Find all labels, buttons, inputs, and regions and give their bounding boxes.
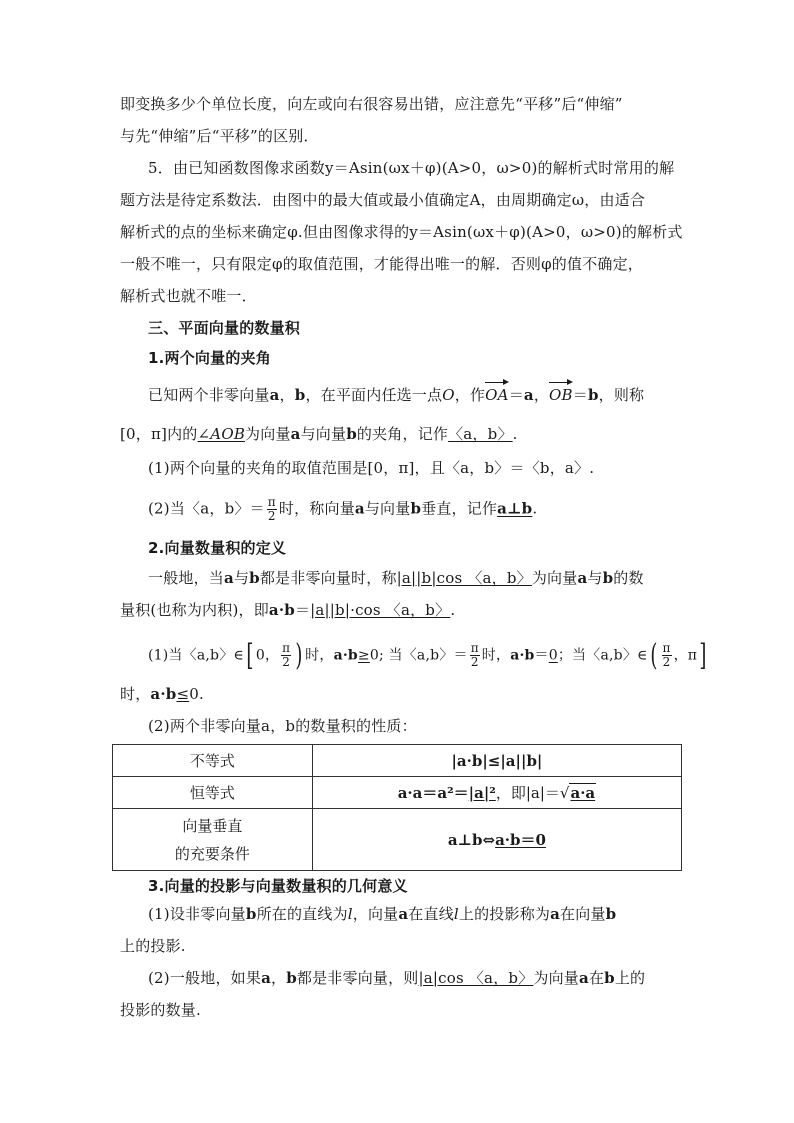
subsection-heading: 3.向量的投影与向量数量积的几何意义 [148,877,408,895]
table-cell: 不等式 [113,745,313,777]
paragraph-line: (2)当〈a，b〉＝ $\frac{\pi}{2}$ 时，称向量a与向量b垂直，记作a⊥b. [148,495,538,523]
paragraph-line: [0，π]内的∠AOB为向量a与向量b的夹角，记作〈a，b〉. [120,425,518,443]
fraction: $\frac{\pi}{2}$ [267,495,276,523]
table-cell: 向量垂直 的充要条件 [113,809,313,871]
paragraph-line: 已知两个非零向量a，b，在平面内任选一点O，作OA＝a，OB＝b，则称 [148,386,645,404]
paragraph-line: 上的投影. [120,937,186,955]
paragraph-line: (1)设非零向量b所在的直线为l，向量a在直线l上的投影称为a在向量b [148,905,617,923]
paragraph-line: (1)两个向量的夹角的取值范围是[0，π]，且〈a，b〉＝〈b，a〉. [148,459,595,477]
paragraph-line: 题方法是待定系数法．由图中的最大值或最小值确定A，由周期确定ω，由适合 [120,191,646,209]
paragraph-line: (2)一般地，如果a，b都是非零向量，则|a|cos 〈a，b〉为向量a在b上的 [148,969,646,987]
paragraph-line: 解析式也就不唯一． [120,287,257,305]
paragraph-line: 5．由已知函数图像求函数y＝Asin(ωx＋φ)(A>0，ω>0)的解析式时常用的解 [148,159,675,177]
properties-table [112,744,682,871]
table-row [113,777,682,809]
table-row [113,809,682,871]
paragraph-line: 一般不唯一，只有限定φ的取值范围，才能得出唯一的解．否则φ的值不确定， [120,255,644,273]
paragraph-line: 一般地，当a与b都是非零向量时，称|a||b|cos 〈a，b〉为向量a与b的数 [148,569,644,587]
paragraph-line: 时，a·b≤0. [120,685,204,703]
paragraph-line: 投影的数量. [120,1001,201,1019]
paragraph-line: 与先“伸缩”后“平移”的区别． [120,127,319,145]
table-cell: |a·b|≤|a||b| [312,745,681,777]
vector-oa: OA [485,386,509,404]
paragraph-line: 即变换多少个单位长度，向左或向右很容易出错，应注意先“平移”后“伸缩” [120,95,623,113]
paragraph-line: 解析式的点的坐标来确定φ.但由图像求得的y＝Asin(ωx＋φ)(A>0，ω>0)的解析式 [120,223,683,241]
table-cell: a·a＝a²＝|a|²，即|a|＝√a·a [312,777,681,809]
paragraph-line: (1)当〈a,b〉∈[ 0， $\frac{\pi}{2}$ ) 时，a·b≥0; 当〈a,b〉＝ $\frac{\pi}{2}$ 时，a·b＝0；当〈a,b〉∈( $\frac{\pi}{2}$ ，π] [148,637,707,673]
table-cell: 恒等式 [113,777,313,809]
sqrt-expression: a·a [570,784,596,802]
section-heading: 三、平面向量的数量积 [148,319,301,337]
table-cell: a⊥b⇔a·b＝0 [312,809,681,871]
vector-ob: OB [549,386,573,404]
table-row [113,745,682,777]
paragraph-line: (2)两个非零向量a，b的数量积的性质： [148,717,417,735]
subsection-heading: 2.向量数量积的定义 [148,539,287,557]
subsection-heading: 1.两个向量的夹角 [148,349,271,367]
paragraph-line: 量积(也称为内积)，即a·b＝|a||b|·cos 〈a，b〉. [120,601,456,619]
